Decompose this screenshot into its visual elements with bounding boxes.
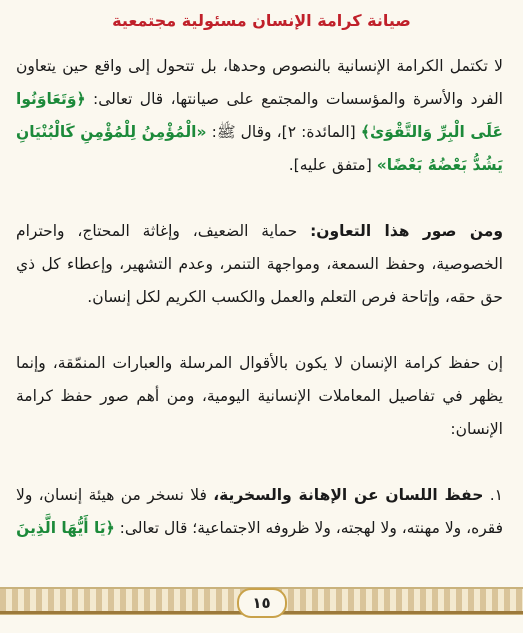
list-number: ١. xyxy=(489,486,503,504)
hadith-reference: [متفق عليه]. xyxy=(288,156,372,174)
list-item-lead: حفظ اللسان عن الإهانة والسخرية، xyxy=(213,486,484,504)
quran-verse: ﴿وَتَعَاوَنُوا عَلَى الْبِرِّ وَالتَّقْوَىٰ﴾ xyxy=(16,90,503,141)
hadith-text: «الْمُؤْمِنُ لِلْمُؤْمِنِ كَالْبُنْيَانِ يَشُدُّ بَعْضُهُ بَعْضًا» xyxy=(16,123,503,174)
paragraph-lead: ومن صور هذا التعاون: xyxy=(310,222,504,240)
paragraph-daily-dealings: إن حفظ كرامة الإنسان لا يكون بالأقوال المرسلة والعبارات المنمّقة، وإنما يظهر في تفاصيل المعاملات الإنسانية اليومية، ومن أهم صور حفظ كرامة الإنسان: xyxy=(16,354,503,438)
page-number: ١٥ xyxy=(237,588,287,618)
list-item-tongue xyxy=(16,479,503,545)
page-heading: صيانة كرامة الإنسان مسئولية مجتمعية xyxy=(112,11,411,30)
list-item-body: فلا نسخر من هيئة إنسان، ولا فقره، ولا مهنته، ولا لهجته، ولا ظروفه الاجتماعية؛ قال تعالى: xyxy=(16,486,503,537)
paragraph-body: حماية الضعيف، وإغاثة المحتاج، واحترام الخصوصية، وحفظ السمعة، ومواجهة التنمر، وعدم التشهير، وإعطاء كل ذي حق حقه، وإتاحة فرص التعلم والعمل والكسب الكريم لكل إنسان. xyxy=(16,222,503,306)
paragraph-cooperation xyxy=(16,50,503,182)
verse-reference: [المائدة: ٢]، وقال ﷺ: xyxy=(211,123,356,141)
paragraph-intro: لا تكتمل الكرامة الإنسانية بالنصوص وحدها، بل تتحول إلى واقع حين يتعاون الفرد والأسرة والمؤسسات والمجتمع على صيانتها، قال تعالى: xyxy=(16,57,503,108)
quran-verse-start: ﴿يَا أَيُّهَا الَّذِينَ xyxy=(16,519,115,537)
paragraph-forms-of-cooperation xyxy=(16,215,503,314)
